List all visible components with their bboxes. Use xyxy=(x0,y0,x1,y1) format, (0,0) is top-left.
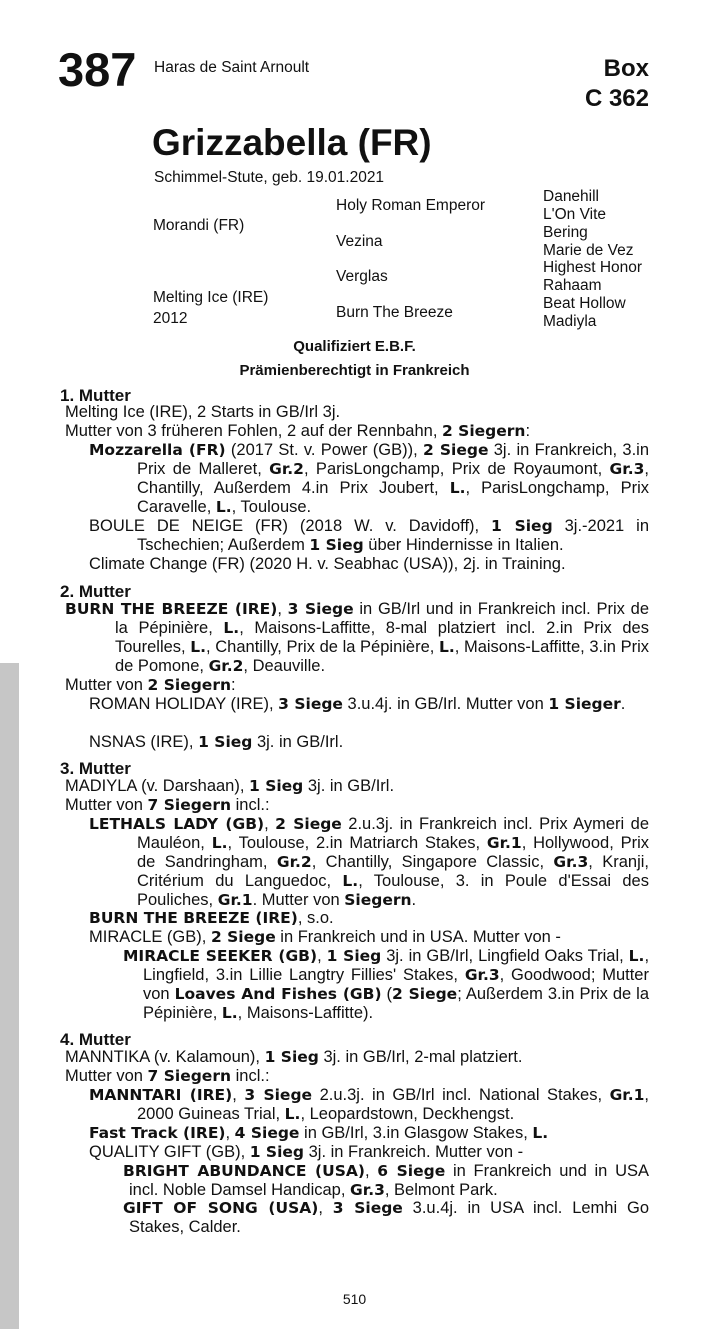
pedigree-dam-sire: Verglas xyxy=(336,268,388,285)
pedigree-dam-year: 2012 xyxy=(153,310,188,327)
pedigree-sire-dam: Vezina xyxy=(336,233,383,250)
first-dam-line: Melting Ice (IRE), 2 Starts in GB/Irl 3j. xyxy=(65,403,341,421)
lot-number: 387 xyxy=(58,43,137,96)
first-dam-title: 1. Mutter xyxy=(60,386,131,405)
progeny-miracle-seeker: MIRACLE SEEKER (GB), 1 Sieg 3j. in GB/Irl, Lingfield Oaks Trial, L., Lingfield, 3.in Lillie Langtry Fillies' Stakes, Gr.3, Goodwood; Mutter von Loaves And Fishes (GB) (2 Siege; Außerdem 3.in Prix de la Pépinière, L., Maisons-Laffitte). xyxy=(123,947,650,1022)
pedigree-sire: Morandi (FR) xyxy=(153,217,245,234)
progeny-manntari: MANNTARI (IRE), 3 Siege 2.u.3j. in GB/Irl incl. National Stakes, Gr.1, 2000 Guineas Trial, L., Leopardstown, Deckhengst. xyxy=(89,1086,649,1123)
progeny-lethals-lady: LETHALS LADY (GB), 2 Siege 2.u.3j. in Frankreich incl. Prix Aymeri de Mauléon, L., Toulouse, 2.in Matriarch Stakes, Gr.1, Hollywood, Prix de Sandringham, Gr.2, Chantilly, Singapore Classic, Gr.3, Kranji, Critérium du Languedoc, L., Toulouse, 3. in Poule d'Essai des Pouliches, Gr.1. Mutter von Siegern. xyxy=(89,815,650,909)
progeny-fast-track: Fast Track (IRE), 4 Siege in GB/Irl, 3.in Glasgow Stakes, L. xyxy=(89,1124,549,1142)
third-dam-title: 3. Mutter xyxy=(60,759,131,778)
fourth-dam-title: 4. Mutter xyxy=(60,1030,131,1049)
first-dam-produce: Mutter von 3 früheren Fohlen, 2 auf der Rennbahn, 2 Siegern: xyxy=(65,422,531,440)
qualification-france: Prämienberechtigt in Frankreich xyxy=(239,362,470,379)
box-label xyxy=(585,54,649,114)
fourth-dam-line: MANNTIKA (v. Kalamoun), 1 Sieg 3j. in GB/Irl, 2-mal platziert. xyxy=(65,1048,523,1066)
progeny-climate-change: Climate Change (FR) (2020 H. v. Seabhac (USA)), 2j. in Training. xyxy=(89,555,566,573)
pedigree-sire-sire: Holy Roman Emperor xyxy=(336,197,486,214)
pedigree-gen3-3: Bering xyxy=(543,224,588,241)
second-dam-produce: Mutter von 2 Siegern: xyxy=(65,676,236,694)
box-number: C 362 xyxy=(584,85,649,112)
fourth-dam-produce: Mutter von 7 Siegern incl.: xyxy=(65,1067,270,1085)
pedigree-dam: Melting Ice (IRE) xyxy=(153,289,269,306)
horse-name: Grizzabella (FR) xyxy=(152,122,432,163)
third-dam-produce: Mutter von 7 Siegern incl.: xyxy=(65,796,270,814)
pedigree-gen3-8: Madiyla xyxy=(543,313,597,330)
progeny-nsnas: NSNAS (IRE), 1 Sieg 3j. in GB/Irl. xyxy=(89,733,344,751)
pedigree-gen3-2: L'On Vite xyxy=(543,206,606,223)
qualification-ebf: Qualifiziert E.B.F. xyxy=(293,338,416,355)
breeder: Haras de Saint Arnoult xyxy=(154,59,310,76)
progeny-bright-abundance: BRIGHT ABUNDANCE (USA), 6 Siege in Frankreich und in USA incl. Noble Damsel Handicap, Gr.3, Belmont Park. xyxy=(123,1162,649,1199)
pedigree-gen3-1: Danehill xyxy=(543,188,600,205)
pedigree-gen3-4: Marie de Vez xyxy=(543,242,634,259)
page-number: 510 xyxy=(342,1291,367,1307)
pedigree-gen3-7: Beat Hollow xyxy=(543,295,626,312)
side-margin-bar xyxy=(0,663,19,1329)
horse-description: Schimmel-Stute, geb. 19.01.2021 xyxy=(154,169,385,186)
third-dam-line: MADIYLA (v. Darshaan), 1 Sieg 3j. in GB/Irl. xyxy=(65,777,395,795)
second-dam-record: BURN THE BREEZE (IRE), 3 Siege in GB/Irl und in Frankreich incl. Prix de la Pépinière, L., Maisons-Laffitte, 8-mal platziert incl. 2.in Prix des Tourelles, L., Chantilly, Prix de la Pépinière, L., Maisons-Laffitte, 3.in Prix de Pomone, Gr.2, Deauville. xyxy=(65,600,650,675)
progeny-quality-gift: QUALITY GIFT (GB), 1 Sieg 3j. in Frankreich. Mutter von - xyxy=(89,1143,524,1161)
progeny-mozzarella: Mozzarella (FR) (2017 St. v. Power (GB)), 2 Siege 3j. in Frankreich, 3.in Prix de Malleret, Gr.2, ParisLongchamp, Prix de Royaumont, Gr.3, Chantilly, Außerdem 4.in Prix Joubert, L., ParisLongchamp, Prix Caravelle, L., Toulouse. xyxy=(89,441,650,516)
box-label-text: Box xyxy=(603,55,649,82)
pedigree-gen3-6: Rahaam xyxy=(543,277,602,294)
progeny-roman-holiday: ROMAN HOLIDAY (IRE), 3 Siege 3.u.4j. in GB/Irl. Mutter von 1 Sieger. xyxy=(89,695,626,713)
progeny-boule-de-neige: BOULE DE NEIGE (FR) (2018 W. v. Davidoff), 1 Sieg 3j.-2021 in Tschechien; Außerdem 1 Sieg über Hindernisse in Italien. xyxy=(89,517,650,554)
progeny-gift-of-song: GIFT OF SONG (USA), 3 Siege 3.u.4j. in USA incl. Lemhi Go Stakes, Calder. xyxy=(123,1199,650,1236)
progeny-miracle: MIRACLE (GB), 2 Siege in Frankreich und in USA. Mutter von - xyxy=(89,928,561,946)
pedigree-gen3-5: Highest Honor xyxy=(543,259,643,276)
second-dam-title: 2. Mutter xyxy=(60,582,131,601)
progeny-burn-the-breeze: BURN THE BREEZE (IRE), s.o. xyxy=(89,909,334,927)
pedigree-dam-dam: Burn The Breeze xyxy=(336,304,453,321)
